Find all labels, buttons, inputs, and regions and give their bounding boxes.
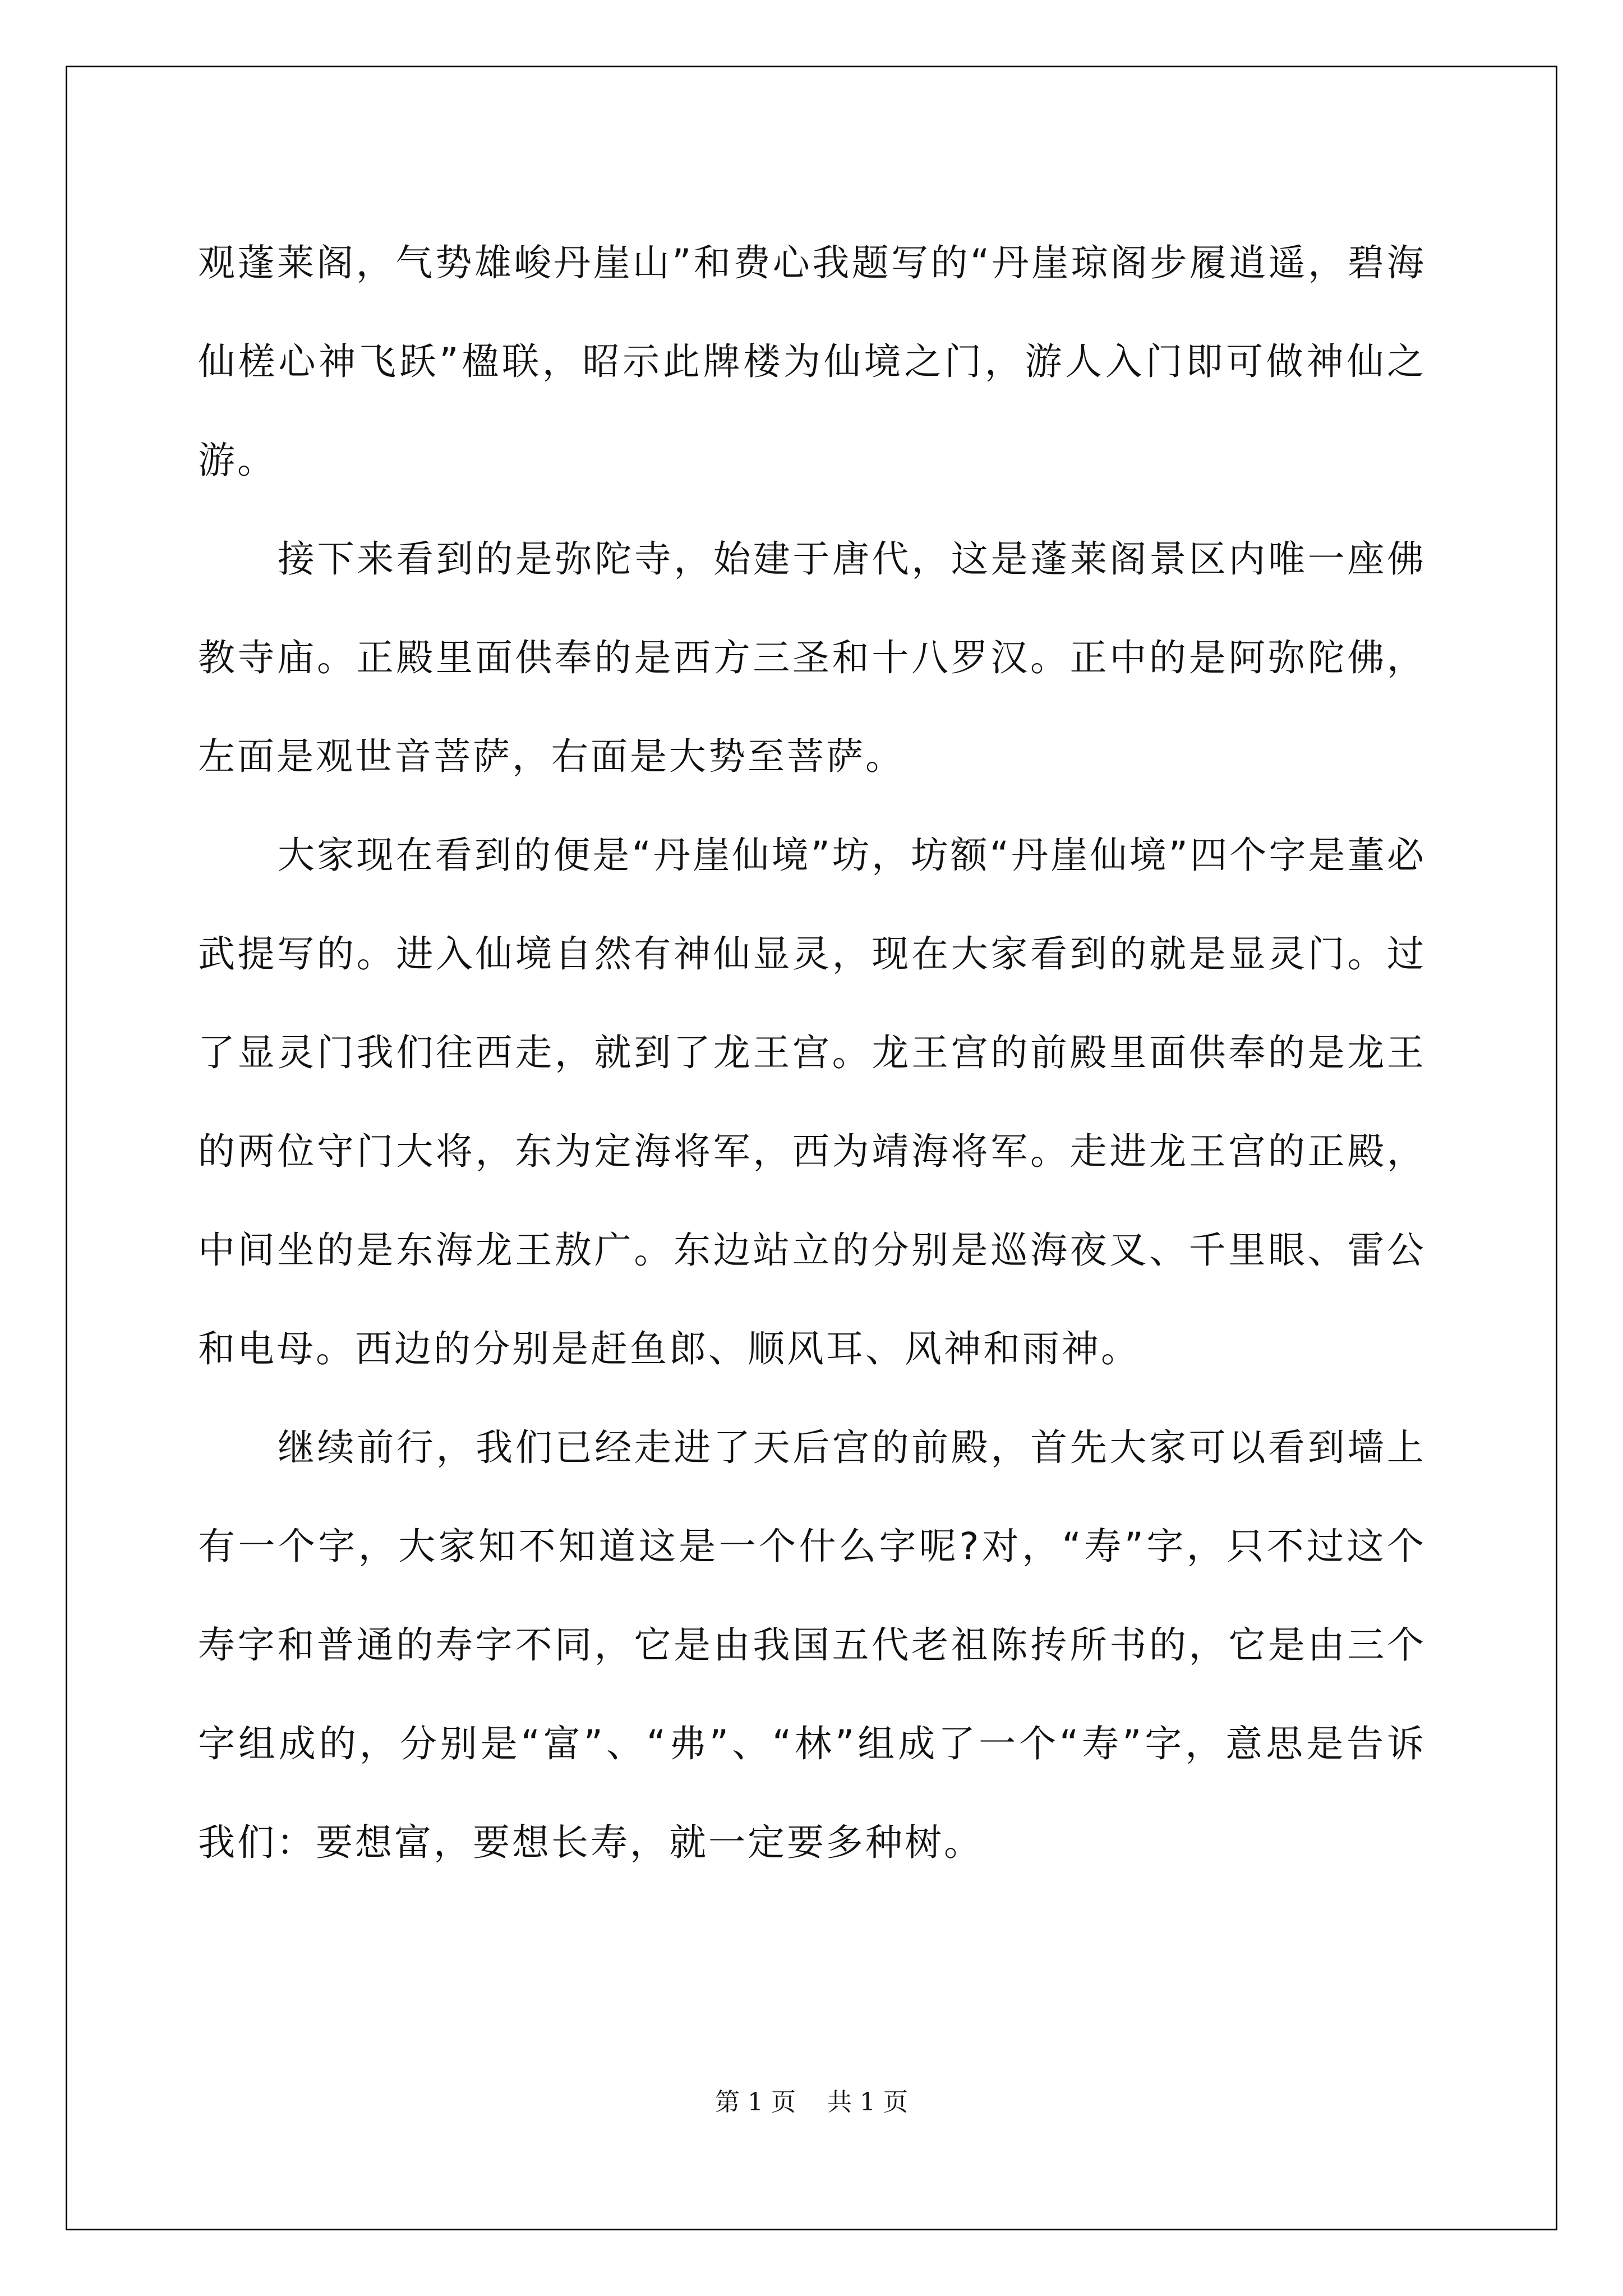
page-number: 第 1 页 (715, 2088, 796, 2116)
document-body (198, 214, 1426, 1892)
page-footer (0, 2086, 1623, 2119)
page-total: 共 1 页 (827, 2088, 908, 2116)
paragraph-2: 接下来看到的是弥陀寺，始建于唐代，这是蓬莱阁景区内唯一座佛教寺庙。正殿里面供奉的是西方三圣和十八罗汉。正中的是阿弥陀佛，左面是观世音菩萨，右面是大势至菩萨。 (198, 537, 1426, 778)
paragraph-4: 继续前行，我们已经走进了天后宫的前殿，首先大家可以看到墙上有一个字，大家知不知道这是一个什么字呢?对，“寿”字，只不过这个寿字和普通的寿字不同，它是由我国五代老祖陈抟所书的，它是由三个字组成的，分别是“富”、“弗”、“林”组成了一个“寿”字，意思是告诉我们：要想富，要想长寿，就一定要多种树。 (198, 1426, 1426, 1864)
paragraph-3: 大家现在看到的便是“丹崖仙境”坊，坊额“丹崖仙境”四个字是董必武提写的。进入仙境自然有神仙显灵，现在大家看到的就是显灵门。过了显灵门我们往西走，就到了龙王宫。龙王宫的前殿里面供奉的是龙王的两位守门大将，东为定海将军，西为靖海将军。走进龙王宫的正殿，中间坐的是东海龙王敖广。东边站立的分别是巡海夜叉、千里眼、雷公和电母。西边的分别是赶鱼郎、顺风耳、风神和雨神。 (198, 834, 1426, 1370)
paragraph-1: 观蓬莱阁，气势雄峻丹崖山”和费心我题写的“丹崖琼阁步履逍遥，碧海仙槎心神飞跃”楹联，昭示此牌楼为仙境之门，游人入门即可做神仙之游。 (198, 241, 1426, 482)
